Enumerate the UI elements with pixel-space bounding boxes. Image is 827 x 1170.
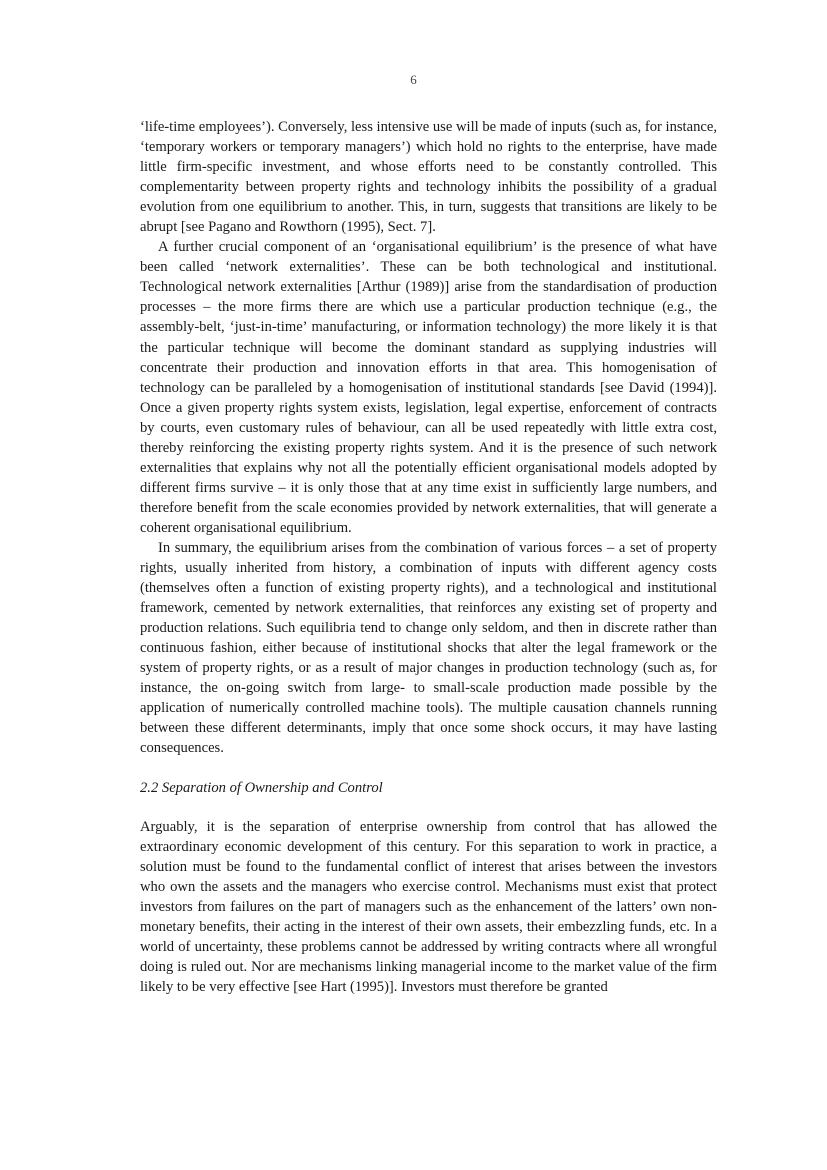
paragraph-continuation: ‘life-time employees’). Conversely, less intensive use will be made of inputs (such as, for instance, ‘temporary workers or temporary managers’) which hold no rights to the enterprise, have made little firm-specific investment, and whose efforts need to be constantly controlled. This complementarity between property rights and technology inhibits the possibility of a gradual evolution from one equilibrium to another. This, in turn, suggests that transitions are likely to be abrupt [see Pagano and Rowthorn (1995), Sect. 7]. <box>140 119 717 236</box>
body-text <box>140 117 717 997</box>
section-heading: 2.2 Separation of Ownership and Control <box>140 779 383 796</box>
page-number: 6 <box>410 72 417 87</box>
paragraph-network-externalities: A further crucial component of an ‘organisational equilibrium’ is the presence of what have been called ‘network externalities’. These can be both technological and institutional. Technological network externalities [Arthur (1989)] arise from the standardisation of production processes – the more firms there are which use a particular production technique (e.g., the assembly-belt, ‘just-in-time’ manufacturing, or information technology) the more likely it is that the particular technique will become the dominant standard as supplying industries will concentrate their production and innovation efforts in that area. This homogenisation of technology can be paralleled by a homogenisation of institutional standards [see David (1994)]. Once a given property rights system exists, legislation, legal expertise, enforcement of contracts by courts, even customary rules of behaviour, can all be used repeatedly with little extra cost, thereby reinforcing the existing property rights system. And it is the presence of such network externalities that explains why not all the potentially efficient organisational models adopted by different firms survive – it is only those that at any time exist in sufficiently large numbers, and therefore benefit from the scale economies provided by network externalities, that will generate a coherent organisational equilibrium. <box>140 239 717 536</box>
paragraph-separation: Arguably, it is the separation of enterprise ownership from control that has allowed the extraordinary economic development of this century. For this separation to work in practice, a solution must be found to the fundamental conflict of interest that arises between the investors who own the assets and the managers who exercise control. Mechanisms must exist that protect investors from failures on the part of managers such as the enhancement of the latters’ own non-monetary benefits, their acting in the interest of their own assets, their embezzling funds, etc. In a world of uncertainty, these problems cannot be addressed by writing contracts where all wrongful doing is ruled out. Nor are mechanisms linking managerial income to the market value of the firm likely to be very effective [see Hart (1995)]. Investors must therefore be granted <box>140 818 717 995</box>
paragraph-summary: In summary, the equilibrium arises from the combination of various forces – a set of property rights, usually inherited from history, a combination of inputs with different agency costs (themselves often a function of existing property rights), and a technological and institutional framework, cemented by network externalities, that reinforces any existing set of property and production relations. Such equilibria tend to change only seldom, and then in discrete rather than continuous fashion, either because of institutional shocks that alter the legal framework or the system of property rights, or as a result of major changes in production technology (such as, for instance, the on-going switch from large- to small-scale production made possible by the application of numerically controlled machine tools). The multiple causation channels running between these different determinants, imply that once some shock occurs, it may have lasting consequences. <box>140 539 717 757</box>
